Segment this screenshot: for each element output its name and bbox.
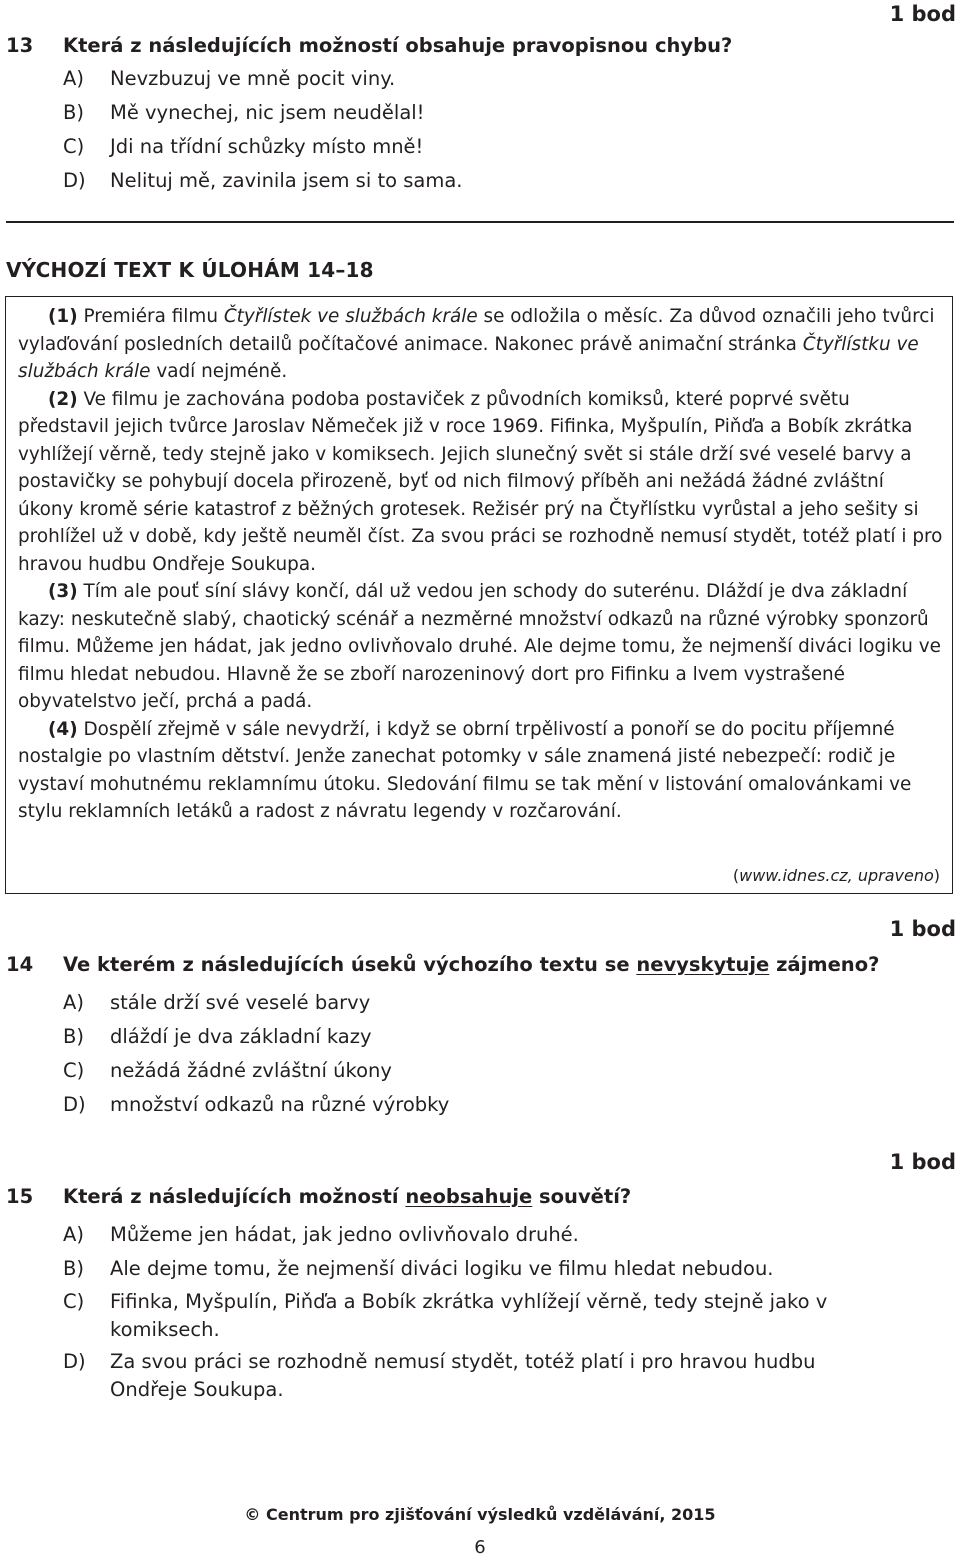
source-text-body: (1) Premiéra filmu Čtyřlístek ve službách krále se odložila o měsíc. Za důvod označili jeho tvůrci vylaďování posledních detailů počítačové animace. Nakonec právě animační stránka Čtyřlístku ve službách krále vadí nejméně. (2) Ve filmu je zachována podoba postaviček z původních komiksů, které poprvé světu představil jejich tvůrce Jaroslav Němeček již v roce 1969. Fifinka, Myšpulín, Piňďa a Bobík zkrátka vyhlížejí věrně, tedy stejně jako v komiksech. Jejich slunečný svět si stále drží své veselé barvy a postavičky se pohybují docela přirozeně, byť od nich filmový příběh ani nežádá žádné zvláštní úkony kromě série katastrof z běžných grotesek. Režisér prý na Čtyřlístku vyrůstal a jeho sešity si prohlížel už v době, kdy ještě neuměl číst. Za svou práci se rozhodně nemusí stydět, totéž platí i pro hravou hudbu Ondřeje Soukupa. (3) Tím ale pouť síní slávy končí, dál už vedou jen schody do suterénu. Dláždí je dva základní kazy: neskutečně slabý, chaotický scénář a nezměrné množství odkazů na různé výrobky sponzorů filmu. Můžeme jen hádat, jak jedno ovlivňovalo druhé. Ale dejme tomu, že nejmenší diváci logiku ve filmu hledat nebudou. Hlavně že se zboří narozeninový dort pro Fifinku a lvem vystrašené obyvatelstvo ječí, prchá a padá. (4) Dospělí zřejmě v sále nevydrží, i když se obrní trpělivostí a ponoří se do pocitu příjemné nostalgie po vlastním dětství. Jenže zanechat potomky v sále znamená jisté nebezpečí: rodič je vystaví mohutnému reklamnímu útoku. Sledování filmu se tak mění v listování omalovánkami ve stylu reklamních letáků a radost z návratu legendy v rozčarování. <box>18 306 943 822</box>
q14-options <box>63 988 923 1124</box>
q14-number: 14 <box>6 953 34 976</box>
section-divider <box>6 221 954 223</box>
paragraph-3-number: (3) <box>48 581 78 602</box>
copyright-footer: © Centrum pro zjišťování výsledků vzdělávání, 2015 <box>244 1505 716 1524</box>
q13-option-a[interactable]: A) Nevzbuzuj ve mně pocit viny. <box>63 67 396 90</box>
paragraph-2: Ve filmu je zachována podoba postaviček z původních komiksů, které poprvé světu představil jejich tvůrce Jaroslav Němeček již v roce 1969. Fifinka, Myšpulín, Piňďa a Bobík zkrátka vyhlížejí věrně, tedy stejně jako v komiksech. Jejich slunečný svět si stále drží své veselé barvy a postavičky se pohybují docela přirozeně, byť od nich filmový příběh ani nežádá žádné zvláštní úkony kromě série katastrof z běžných grotesek. Režisér prý na Čtyřlístku vyrůstal a jeho sešity si prohlížel už v době, kdy ještě neuměl číst. Za svou práci se rozhodně nemusí stydět, totéž platí i pro hravou hudbu Ondřeje Soukupa. <box>18 388 943 575</box>
paragraph-1-number: (1) <box>48 306 78 327</box>
q13-options <box>63 64 923 200</box>
film-title-2: Čtyřlístku ve službách krále <box>18 333 919 382</box>
q15-options <box>63 1220 863 1408</box>
source-text-heading: VÝCHOZÍ TEXT K ÚLOHÁM 14–18 <box>6 258 374 282</box>
q13-points: 1 bod <box>889 2 956 26</box>
paragraph-4: Dospělí zřejmě v sále nevydrží, i když se obrní trpělivostí a ponoří se do pocitu příjemné nostalgie po vlastním dětství. Jenže zanechat potomky v sále znamená jisté nebezpečí: rodič je vystaví mohutnému reklamnímu útoku. Sledování filmu se tak mění v listování omalovánkami ve stylu reklamních letáků a radost z návratu legendy v rozčarování. <box>18 718 912 822</box>
film-title: Čtyřlístek ve službách krále <box>223 306 478 327</box>
q15-points: 1 bod <box>889 1150 956 1174</box>
q15-number: 15 <box>6 1185 34 1208</box>
paragraph-4-number: (4) <box>48 718 78 740</box>
q15-question: Která z následujících možností neobsahuje souvětí? <box>63 1185 632 1208</box>
q14-option-d[interactable]: D) množství odkazů na různé výrobky <box>63 1093 450 1116</box>
page-number: 6 <box>474 1537 486 1558</box>
q13-option-b[interactable]: B) Mě vynechej, nic jsem neudělal! <box>63 101 425 124</box>
paragraph-2-number: (2) <box>48 388 78 410</box>
source-citation: (www.idnes.cz, upraveno) <box>732 866 940 885</box>
q15-option-c[interactable]: C) Fifinka, Myšpulín, Piňďa a Bobík zkrátka vyhlížejí věrně, tedy stejně jako v komiksech. <box>63 1290 828 1341</box>
q15-option-d[interactable]: D) Za svou práci se rozhodně nemusí stydět, totéž platí i pro hravou hudbu Ondřeje Soukupa. <box>63 1350 816 1401</box>
source-text-box <box>5 296 953 894</box>
q14-points: 1 bod <box>889 917 956 941</box>
q15-option-a[interactable]: A) Můžeme jen hádat, jak jedno ovlivňovalo druhé. <box>63 1223 579 1246</box>
q13-option-d[interactable]: D) Nelituj mě, zavinila jsem si to sama. <box>63 169 463 192</box>
q13-question: Která z následujících možností obsahuje pravopisnou chybu? <box>63 34 733 57</box>
paragraph-3: Tím ale pouť síní slávy končí, dál už vedou jen schody do suterénu. Dláždí je dva základní kazy: neskutečně slabý, chaotický scénář a nezměrné množství odkazů na různé výrobky sponzorů filmu. Můžeme jen hádat, jak jedno ovlivňovalo druhé. Ale dejme tomu, že nejmenší diváci logiku ve filmu hledat nebudou. Hlavně že se zboří narozeninový dort pro Fifinku a lvem vystrašené obyvatelstvo ječí, prchá a padá. <box>18 581 941 712</box>
q13-number: 13 <box>6 34 34 57</box>
q14-question: Ve kterém z následujících úseků výchozího textu se nevyskytuje zájmeno? <box>63 953 880 976</box>
q14-option-b[interactable]: B) dláždí je dva základní kazy <box>63 1025 372 1048</box>
q15-option-b[interactable]: B) Ale dejme tomu, že nejmenší diváci logiku ve filmu hledat nebudou. <box>63 1257 774 1280</box>
q14-option-a[interactable]: A) stále drží své veselé barvy <box>63 991 371 1014</box>
q13-option-c[interactable]: C) Jdi na třídní schůzky místo mně! <box>63 135 424 158</box>
q14-option-c[interactable]: C) nežádá žádné zvláštní úkony <box>63 1059 392 1082</box>
